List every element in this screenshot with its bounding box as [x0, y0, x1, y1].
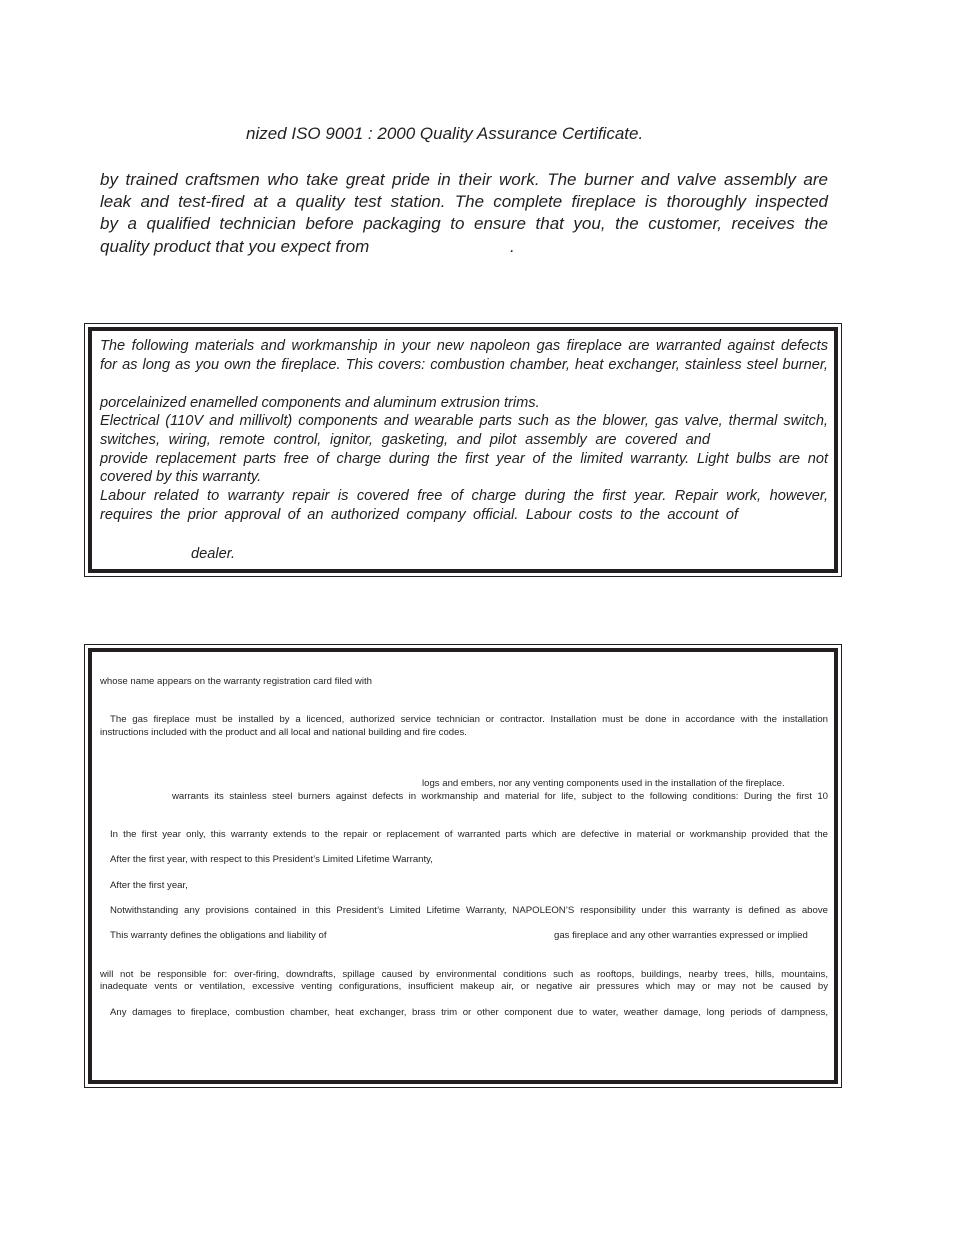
intro-paragraph-line: leak and test-fired at a quality test station. The complete fireplace is thoroughly inspected: [100, 192, 828, 211]
warranty-line: porcelainized enamelled components and aluminum extrusion trims.: [100, 395, 540, 411]
conditions-line: The gas fireplace must be installed by a licenced, authorized service technician or contractor. Installation must be done in accordance with the installation: [110, 714, 828, 725]
warranty-line: for as long as you own the fireplace. This covers: combustion chamber, heat exchanger, stainless steel burner,: [100, 357, 828, 373]
conditions-line: After the first year,: [110, 880, 188, 891]
conditions-line: whose name appears on the warranty registration card filed with: [100, 676, 372, 687]
intro-paragraph-line: quality product that you expect from: [100, 237, 370, 256]
warranty-line: Labour related to warranty repair is covered free of charge during the first year. Repair work, however,: [100, 488, 828, 504]
conditions-line: In the first year only, this warranty extends to the repair or replacement of warranted parts which are defective in material or workmanship provided that the: [110, 829, 828, 840]
warranty-line: switches, wiring, remote control, ignitor, gasketing, and pilot assembly are covered and: [100, 432, 710, 448]
conditions-line: After the first year, with respect to this President’s Limited Lifetime Warranty,: [110, 854, 433, 865]
warranty-line: covered by this warranty.: [100, 469, 262, 485]
warranty-line: The following materials and workmanship in your new napoleon gas fireplace are warranted against defects: [100, 338, 828, 354]
conditions-line: inadequate vents or ventilation, excessive venting configurations, insufficient makeup air, or negative air pressures which may or may not be caused by: [100, 981, 828, 992]
conditions-line: instructions included with the product and all local and national building and fire codes.: [100, 727, 467, 738]
conditions-line: gas fireplace and any other warranties expressed or implied: [554, 930, 808, 941]
intro-paragraph-line: by trained craftsmen who take great pride in their work. The burner and valve assembly are: [100, 170, 828, 189]
intro-period: .: [510, 237, 515, 256]
iso-certificate-line: nized ISO 9001 : 2000 Quality Assurance Certificate.: [246, 124, 644, 143]
conditions-line: Any damages to fireplace, combustion chamber, heat exchanger, brass trim or other component due to water, weather damage, long periods of dampness,: [110, 1007, 828, 1018]
conditions-line: logs and embers, nor any venting components used in the installation of the fireplace.: [422, 778, 785, 789]
warranty-line: requires the prior approval of an authorized company official. Labour costs to the account of: [100, 507, 738, 523]
conditions-box: [84, 644, 842, 1088]
warranty-line: dealer.: [191, 546, 236, 562]
conditions-line: This warranty defines the obligations and liability of: [110, 930, 327, 941]
conditions-line: warrants its stainless steel burners against defects in workmanship and material for life, subject to the following conditions: During the first 10: [172, 791, 828, 802]
intro-paragraph-line: by a qualified technician before packaging to ensure that you, the customer, receives the: [100, 214, 828, 233]
conditions-line: will not be responsible for: over-firing, downdrafts, spillage caused by environmental conditions such as rooftops, buildings, nearby trees, hills, mountains,: [100, 969, 828, 980]
warranty-line: provide replacement parts free of charge during the first year of the limited warranty. Light bulbs are not: [100, 451, 828, 467]
warranty-line: Electrical (110V and millivolt) components and wearable parts such as the blower, gas valve, thermal switch,: [100, 413, 828, 429]
conditions-line: Notwithstanding any provisions contained in this President’s Limited Lifetime Warranty, NAPOLEON’S responsibility under this warranty is defined as above: [110, 905, 828, 916]
